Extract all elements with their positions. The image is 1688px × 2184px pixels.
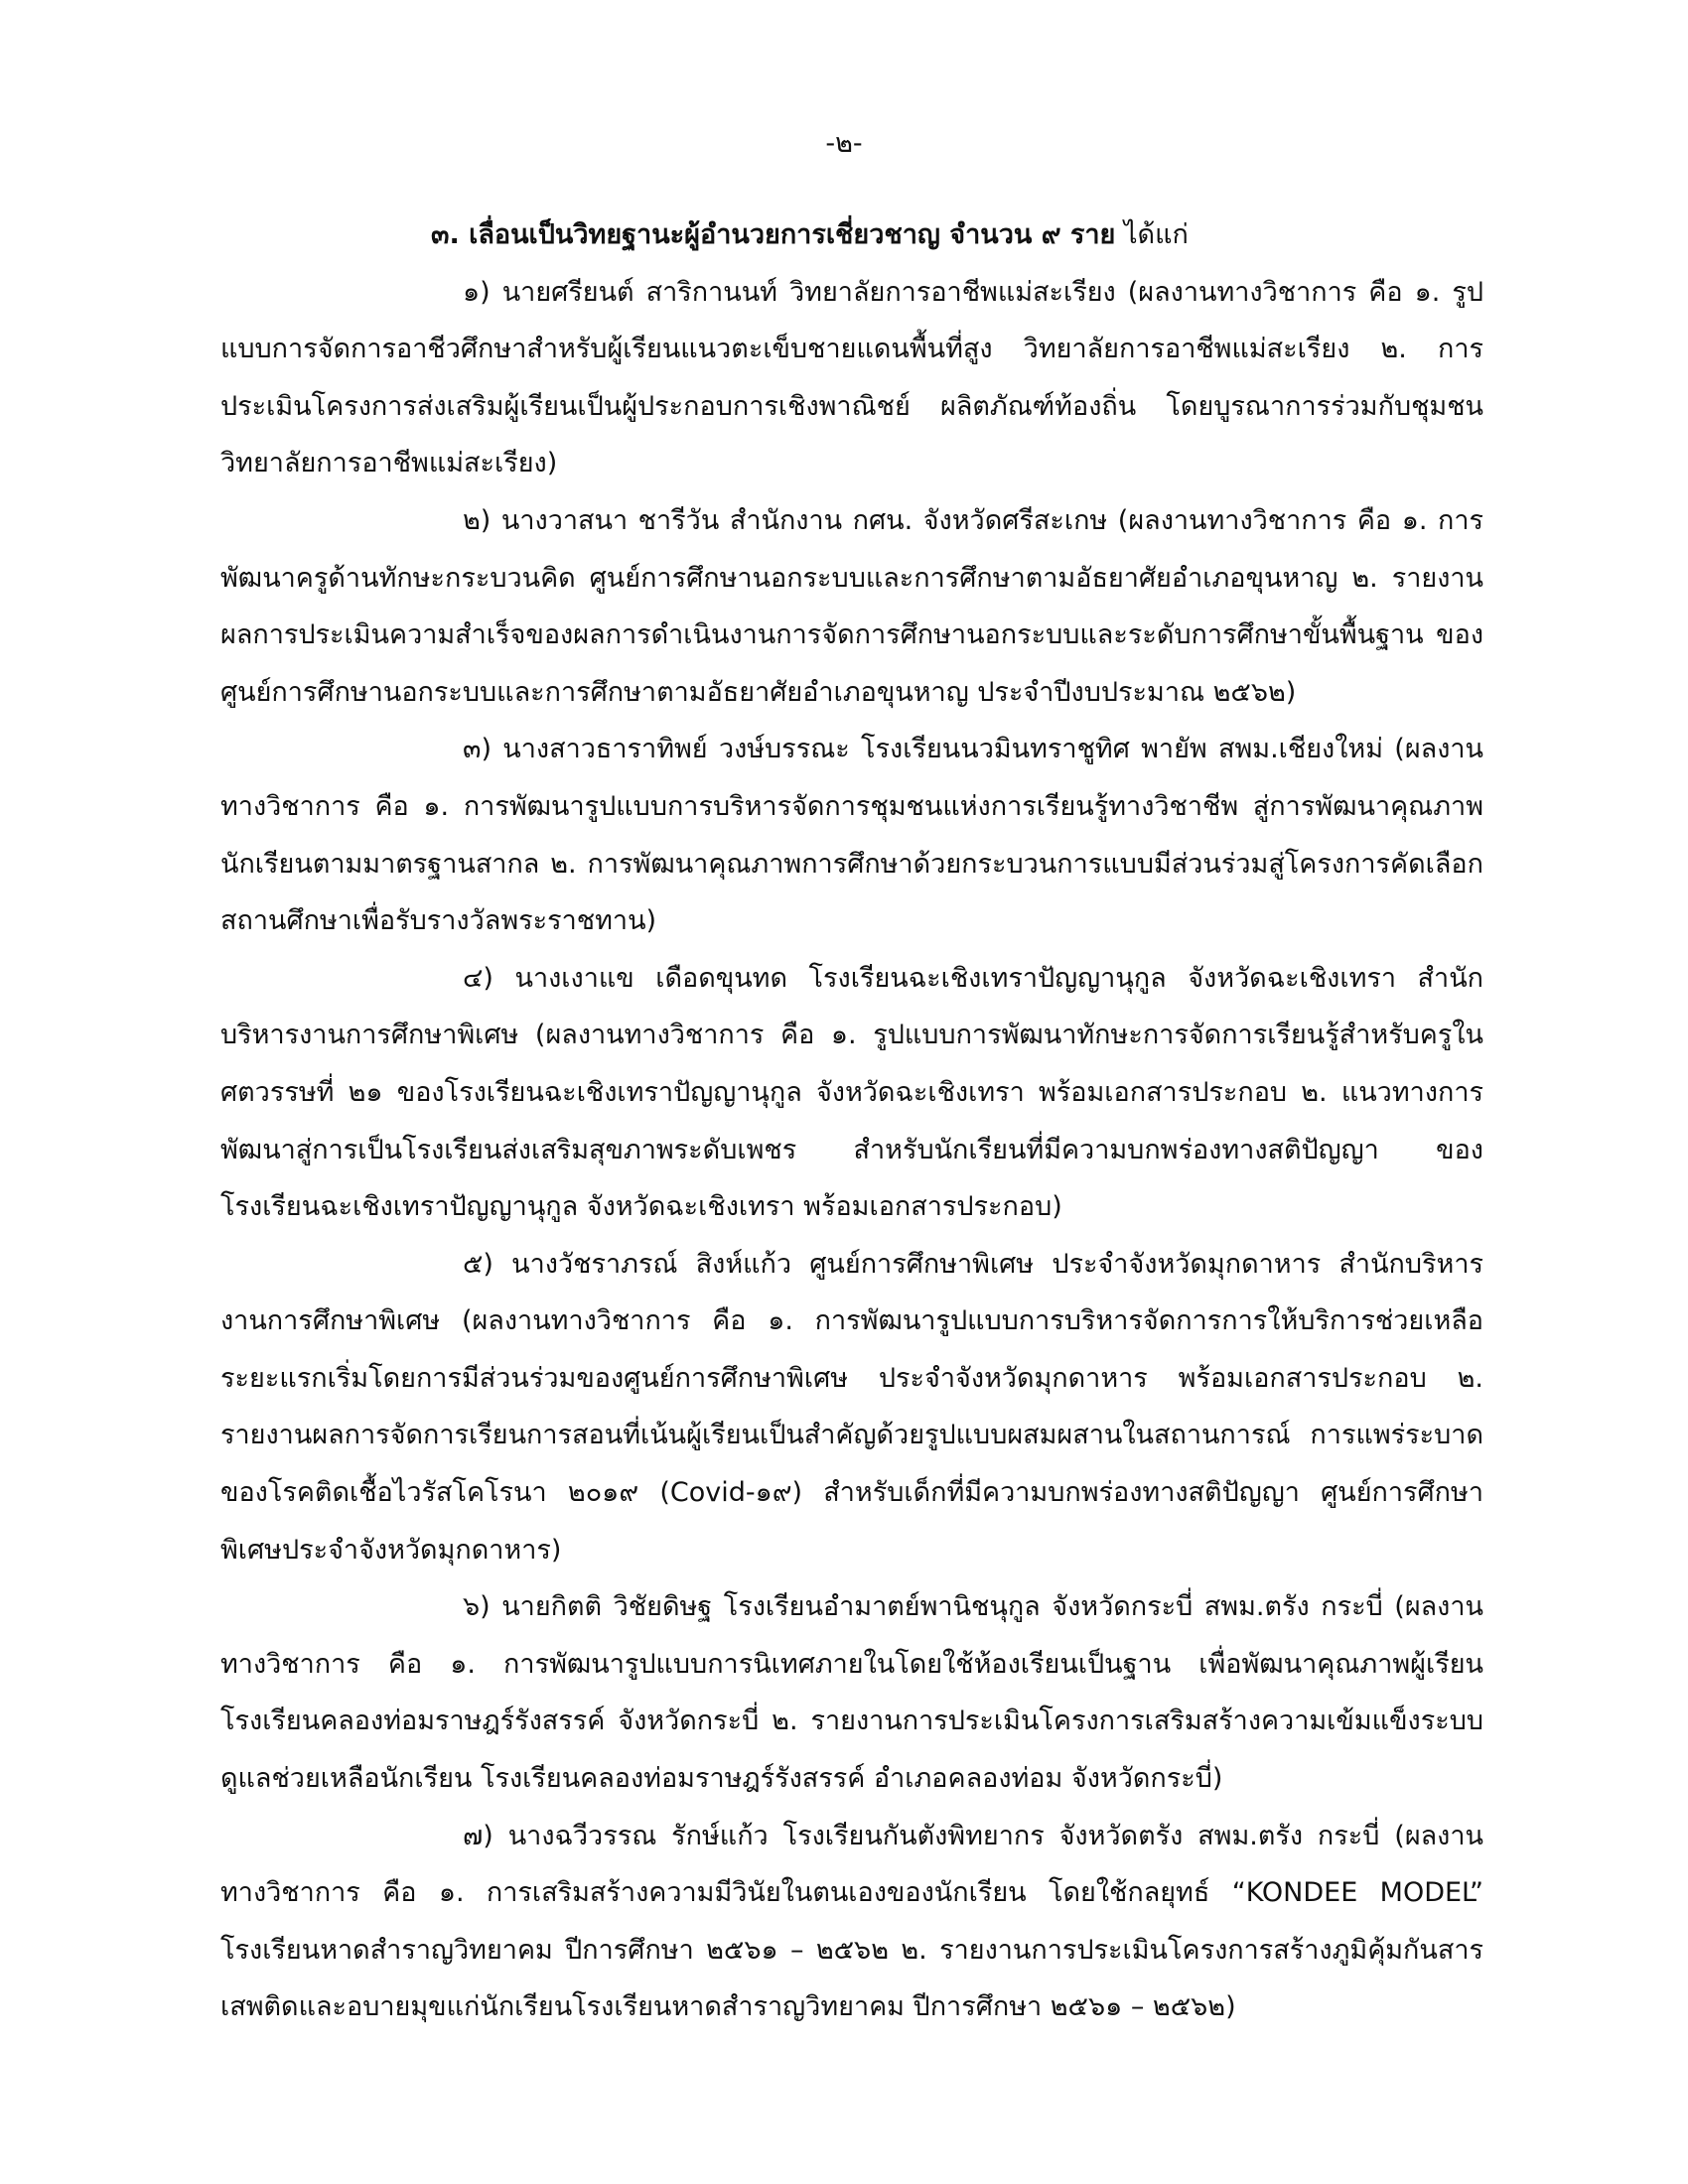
list-item-1: ๑) นายศรียนต์ สาริกานนท์ วิทยาลัยการอาชีพแม่สะเรียง (ผลงานทางวิชาการ คือ ๑. รูปแบบการจัดการอาชีวศึกษาสำหรับผู้เรียนแนวตะเข็บชายแดนพื้นที่สูง วิทยาลัยการอาชีพแม่สะเรียง ๒. การประเมินโครงการส่งเสริมผู้เรียนเป็นผู้ประกอบการเชิงพาณิชย์ ผลิตภัณฑ์ท้องถิ่น โดยบูรณาการร่วมกับชุมชน วิทยาลัยการอาชีพแม่สะเรียง): [220, 276, 1483, 479]
page-number: -๒-: [825, 128, 863, 159]
list-item-4: ๔) นางเงาแข เดือดขุนทด โรงเรียนฉะเชิงเทราปัญญานุกูล จังหวัดฉะเชิงเทรา สำนักบริหารงานการศึกษาพิเศษ (ผลงานทางวิชาการ คือ ๑. รูปแบบการพัฒนาทักษะการจัดการเรียนรู้สำหรับครูในศตวรรษที่ ๒๑ ของโรงเรียนฉะเชิงเทราปัญญานุกูล จังหวัดฉะเชิงเทรา พร้อมเอกสารประกอบ ๒. แนวทางการพัฒนาสู่การเป็นโรงเรียนส่งเสริมสุขภาพระดับเพชร สำหรับนักเรียนที่มีความบกพร่องทางสติปัญญา ของโรงเรียนฉะเชิงเทราปัญญานุกูล จังหวัดฉะเชิงเทรา พร้อมเอกสารประกอบ): [220, 962, 1483, 1223]
section-heading: [220, 206, 1483, 264]
list-item-6: ๖) นายกิตติ วิชัยดิษฐ โรงเรียนอำมาตย์พานิชนุกูล จังหวัดกระบี่ สพม.ตรัง กระบี่ (ผลงานทางวิชาการ คือ ๑. การพัฒนารูปแบบการนิเทศภายในโดยใช้ห้องเรียนเป็นฐาน เพื่อพัฒนาคุณภาพผู้เรียนโรงเรียนคลองท่อมราษฎร์รังสรรค์ จังหวัดกระบี่ ๒. รายงานการประเมินโครงการเสริมสร้างความเข้มแข็งระบบดูแลช่วยเหลือนักเรียน โรงเรียนคลองท่อมราษฎร์รังสรรค์ อำเภอคลองท่อม จังหวัดกระบี่): [220, 1591, 1483, 1795]
section-heading-bold: ๓. เลื่อนเป็นวิทยฐานะผู้อำนวยการเชี่ยวชาญ จำนวน ๙ ราย: [431, 219, 1116, 250]
section-heading-normal: ได้แก่: [1115, 219, 1189, 250]
document-body: [220, 206, 1483, 2036]
list-item-7: ๗) นางฉวีวรรณ รักษ์แก้ว โรงเรียนกันตังพิทยากร จังหวัดตรัง สพม.ตรัง กระบี่ (ผลงานทางวิชาการ คือ ๑. การเสริมสร้างความมีวินัยในตนเองของนักเรียน โดยใช้กลยุทธ์ “KONDEE MODEL” โรงเรียนหาดสำราญวิทยาคม ปีการศึกษา ๒๕๖๑ – ๒๕๖๒ ๒. รายงานการประเมินโครงการสร้างภูมิคุ้มกันสารเสพติดและอบายมุขแก่นักเรียนโรงเรียนหาดสำราญวิทยาคม ปีการศึกษา ๒๕๖๑ – ๒๕๖๒): [220, 1820, 1483, 2023]
list-item-5: ๕) นางวัชราภรณ์ สิงห์แก้ว ศูนย์การศึกษาพิเศษ ประจำจังหวัดมุกดาหาร สำนักบริหารงานการศึกษาพิเศษ (ผลงานทางวิชาการ คือ ๑. การพัฒนารูปแบบการบริหารจัดการการให้บริการช่วยเหลือระยะแรกเริ่มโดยการมีส่วนร่วมของศูนย์การศึกษาพิเศษ ประจำจังหวัดมุกดาหาร พร้อมเอกสารประกอบ ๒. รายงานผลการจัดการเรียนการสอนที่เน้นผู้เรียนเป็นสำคัญด้วยรูปแบบผสมผสานในสถานการณ์ การแพร่ระบาดของโรคติดเชื้อไวรัสโคโรนา ๒๐๑๙ (Covid-๑๙) สำหรับเด็กที่มีความบกพร่องทางสติปัญญา ศูนย์การศึกษาพิเศษประจำจังหวัดมุกดาหาร): [220, 1248, 1483, 1566]
list-item-3: ๓) นางสาวธาราทิพย์ วงษ์บรรณะ โรงเรียนนวมินทราชูทิศ พายัพ สพม.เชียงใหม่ (ผลงานทางวิชาการ คือ ๑. การพัฒนารูปแบบการบริหารจัดการชุมชนแห่งการเรียนรู้ทางวิชาชีพ สู่การพัฒนาคุณภาพนักเรียนตามมาตรฐานสากล ๒. การพัฒนาคุณภาพการศึกษาด้วยกระบวนการแบบมีส่วนร่วมสู่โครงการคัดเลือกสถานศึกษาเพื่อรับรางวัลพระราชทาน): [220, 734, 1483, 937]
list-item-2: ๒) นางวาสนา ชารีวัน สำนักงาน กศน. จังหวัดศรีสะเกษ (ผลงานทางวิชาการ คือ ๑. การพัฒนาครูด้านทักษะกระบวนคิด ศูนย์การศึกษานอกระบบและการศึกษาตามอัธยาศัยอำเภอขุนหาญ ๒. รายงานผลการประเมินความสำเร็จของผลการดำเนินงานการจัดการศึกษานอกระบบและระดับการศึกษาขั้นพื้นฐาน ของศูนย์การศึกษานอกระบบและการศึกษาตามอัธยาศัยอำเภอขุนหาญ ประจำปีงบประมาณ ๒๕๖๒): [220, 504, 1483, 708]
